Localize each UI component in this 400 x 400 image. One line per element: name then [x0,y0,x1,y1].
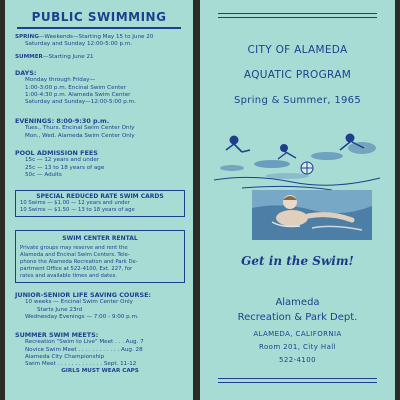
phone-line: 522-4100 [279,356,316,364]
meet-line: Novice Swim Meet . . . . . . . . . . . . Aug. 28 [25,346,143,353]
swim-card-line: 10 Swims — $1.50 — 13 to 18 years of age [20,207,135,213]
evenings-line: Tues., Thurs. Encinal Swim Center Only [25,125,135,132]
days-line: Monday through Friday— [25,77,96,84]
public-swimming-title: PUBLIC SWIMMING [31,10,167,24]
fees-header: POOL ADMISSION FEES [15,149,98,157]
meet-line: Swim Meet . . . . . . . . . . . . . Sept. 11-12 [25,361,137,368]
evenings-header: EVENINGS: 8:00-9:30 p.m. [15,117,110,125]
rental-line: partment Office at 522-4100, Ext. 227, for [20,266,133,272]
spring-line: SPRING—Weekends—Starting May 15 to June 20 [15,34,154,40]
fee-line: 25c — 13 to 18 years of age [25,164,105,171]
rental-line: Alameda and Encinal Swim Centers. Tele- [20,252,130,258]
slogan: Get in the Swim! [241,254,354,268]
spring-summer-section [15,34,185,61]
lifesaving-line: 10 weeks — Encinal Swim Center Only [25,299,133,306]
fees-section [15,150,185,179]
summer-line: SUMMER—Starting June 21 [15,53,94,60]
left-panel [5,0,193,400]
swim-cards-header: SPECIAL REDUCED RATE SWIM CARDS [36,193,164,200]
rental-line: Private groups may reserve and rent the [20,245,128,251]
meet-line: Recreation "Swim to Live" Meet . . . Aug. 7 [25,339,144,346]
days-line: 1:00-3:00 p.m. Encinal Swim Center [25,84,127,91]
lifesaving-line: Wednesday Evenings — 7:00 - 9:00 p.m. [25,313,139,320]
days-header: DAYS: [15,69,37,77]
program-title: AQUATIC PROGRAM [243,69,352,81]
fee-line: 50c — Adults [25,171,62,178]
days-line: Saturday and Sunday—12:00-5:00 p.m. [25,99,136,106]
swim-cards-box [15,190,185,217]
caps-note: GIRLS MUST WEAR CAPS [61,368,139,375]
top-rule [218,13,377,14]
title-rule [17,27,181,29]
lifesaving-header: JUNIOR-SENIOR LIFE SAVING COURSE: [15,291,151,299]
lifesaving-line: Starts June 23rd [37,306,83,313]
meet-line: Alameda City Championship [25,353,105,360]
swim-card-line: 10 Swims — $1.00 — 12 years and under [20,200,130,206]
lifesaving-section [15,292,185,321]
address-line: ALAMEDA, CALIFORNIA [253,330,342,338]
spring-label: SPRING [15,34,39,40]
days-section [15,70,185,106]
bottom-rule [218,382,377,383]
rental-line: rates and available times and dates. [20,273,117,279]
swim-center-rental-box [15,230,185,283]
rental-header: SWIM CENTER RENTAL [62,235,138,242]
evenings-section [15,118,185,140]
swimmers-illustration [212,128,382,240]
dept-name-line: Alameda [275,297,320,308]
spring-weekend-hours: Saturday and Sunday 12:00-5:00 p.m. [25,41,133,48]
evenings-line: Mon., Wed. Alameda Swim Center Only [25,132,135,139]
boy-swimming-photo [252,190,372,240]
top-rule [218,17,377,18]
swim-meets-section [15,332,185,376]
summer-label: SUMMER [15,53,43,60]
season-title: Spring & Summer, 1965 [234,95,361,106]
rental-line: phone the Alameda Recreation and Park De- [20,259,138,265]
right-panel [200,0,395,400]
dept-name-line: Recreation & Park Dept. [237,312,358,323]
swim-meets-header: SUMMER SWIM MEETS: [15,331,99,339]
bottom-rule [218,378,377,379]
fee-line: 15c — 12 years and under [25,157,100,164]
city-title: CITY OF ALAMEDA [247,44,348,56]
days-line: 1:00-4:30 p.m. Alameda Swim Center [25,91,131,98]
address-line: Room 201, City Hall [259,343,336,351]
